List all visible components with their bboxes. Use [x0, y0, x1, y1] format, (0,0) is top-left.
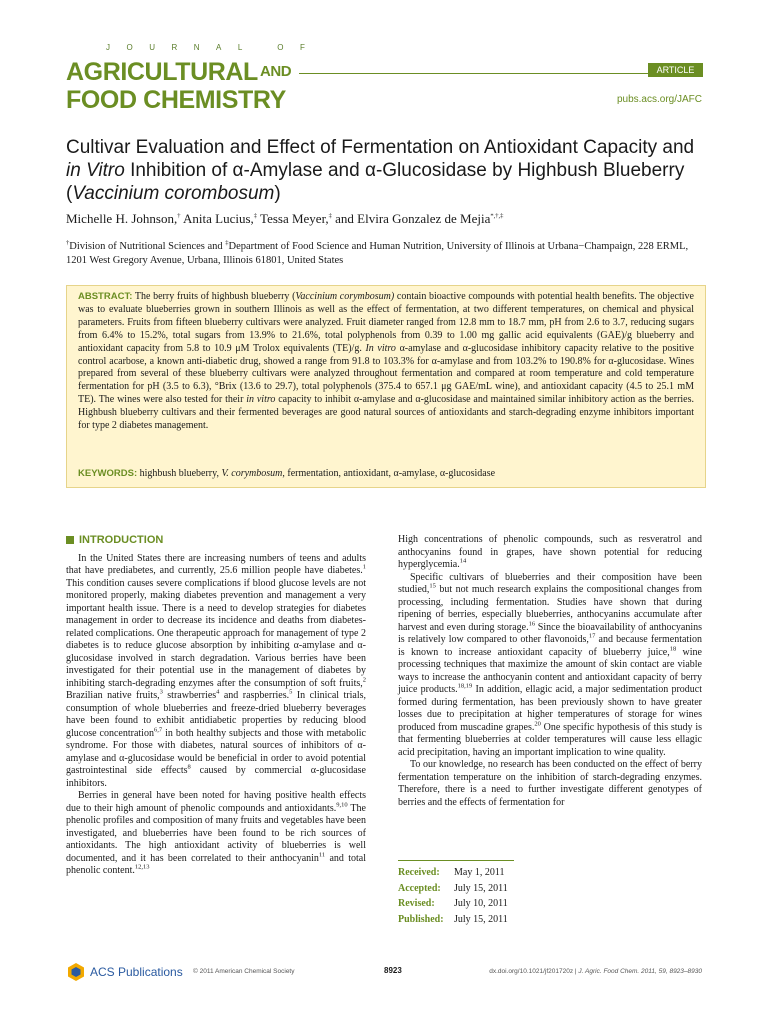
date-label: Revised: [398, 898, 435, 909]
text-seg: Brazilian native fruits, [66, 690, 160, 701]
text-seg: and raspberries. [219, 690, 290, 701]
citation-ref[interactable]: 11 [318, 851, 326, 859]
title-italic: Vaccinium corombosum [72, 183, 275, 204]
journal-top-word: JOURNAL OF [106, 43, 322, 52]
text-seg: and total phenolic content. [66, 852, 366, 876]
introduction-heading-text: INTRODUCTION [79, 534, 164, 546]
citation-ref[interactable]: 20 [534, 720, 541, 728]
paragraph [398, 572, 702, 760]
title-italic: in Vitro [66, 160, 125, 181]
affil-mark: ‡ [225, 239, 229, 247]
author-name[interactable]: Tessa Meyer, [257, 211, 329, 226]
dates-rule [398, 860, 514, 861]
paragraph [398, 534, 702, 572]
citation-ref[interactable]: 8 [187, 763, 191, 771]
citation-ref[interactable]: 3 [159, 688, 163, 696]
citation-ref[interactable]: 2 [362, 676, 366, 684]
date-row [398, 865, 508, 881]
abstract-italic: in vitro [246, 394, 276, 406]
keywords-heading: KEYWORDS: [78, 468, 138, 479]
citation-ref[interactable]: 16 [528, 620, 536, 628]
date-label: Received: [398, 867, 440, 878]
date-value: July 15, 2011 [454, 913, 508, 925]
affil-mark: † [66, 239, 70, 247]
author-name[interactable]: and Elvira Gonzalez de Mejia [331, 211, 491, 226]
text-seg: This condition causes severe complications if blood glucose levels are not monitored properly, making diabetes prevention and management a very important health issue. There is a need to develop strategies for diabetes management in order to decrease its incidence and deaths from diabetes-related complications. One therapeutic approach for management of type 2 diabetes is to reduce glucose absorption by inhibiting α-amylase and α-glucosidase involved in starch degradation. Various berries have been investigated for their potential use in the management of diabetes by inhibiting starch-degrading enzymes after the consumption of soft fruits, [66, 577, 366, 689]
date-label: Published: [398, 913, 444, 925]
author-name[interactable]: Anita Lucius, [180, 211, 254, 226]
citation-ref[interactable]: 17 [588, 632, 596, 640]
doi-link[interactable]: dx.doi.org/10.1021/jf201720z [489, 968, 574, 975]
journal-and: AND [259, 63, 292, 80]
journal-name-line1 [66, 58, 291, 86]
body-column-left [66, 534, 366, 878]
introduction-heading [66, 534, 366, 547]
publication-dates [398, 865, 508, 927]
text-seg: in both healthy subjects and those with metabolic syndrome. For those with diabetes, natural sources of inhibitors of α-amylase and α-glucosidase would be beneficial in order to avoid potential gastrointestinal side effects [66, 727, 366, 776]
author-list [66, 210, 706, 227]
affil-text: Department of Food Science and Human Nutrition, University of Illinois at Urbana−Champaign, 228 ERML, 1201 West Gregory Avenue, Urbana, Illinois 61801, United States [66, 241, 689, 266]
journal-line1-text: AGRICULTURAL [66, 58, 258, 86]
citation-ref[interactable]: 4 [216, 688, 220, 696]
text-seg: Specific cultivars of blueberries and their composition have been studied, [398, 571, 702, 595]
citation-ref[interactable]: 9,10 [336, 801, 348, 809]
author-mark: † [177, 212, 181, 220]
abstract-seg: The berry fruits of highbush blueberry ( [132, 291, 296, 302]
date-row [398, 912, 508, 928]
affiliation [66, 240, 706, 268]
citation-ref[interactable]: 15 [429, 582, 436, 590]
citation-ref[interactable]: 12,13 [134, 863, 150, 871]
text-seg: One specific hypothesis of this study is that fermenting blueberries at colder temperatures will cause less ellagic acid precipitation, having an important implication to wine quality. [398, 721, 702, 758]
title-part: Inhibition of α-Amylase and α-Glucosidase by Highbush Blueberry ( [66, 160, 685, 204]
date-row [398, 896, 508, 912]
journal-citation: J. Agric. Food Chem. 2011, 59, 8923–8930 [578, 968, 702, 975]
acs-logo [66, 962, 183, 982]
keywords-seg: highbush blueberry, [137, 468, 222, 479]
citation-ref[interactable]: 1 [362, 563, 366, 571]
date-value: July 10, 2011 [454, 898, 508, 909]
abstract-seg: contain bioactive compounds with potential health benefits. The objective was to evaluate blueberries grown in southern Illinois as well as the effect of fermentation, at two different temperatures, on chemical and physical parameters. Fruits from fifteen blueberry cultivars were analyzed. Fruit diameter ranged from 12.8 mm to 18.7 mm, pH from 2.6 to 3.7, reducing sugars from 6.4% to 15.2%, total sugars from 13.9% to 21.6%, total polyphenols from 0.39 to 1.00 mg gallic acid equivalents (GAE)/g blueberry and antioxidant capacity from 5.8 to 10.9 μM Trolox equivalents (TE)/g. [78, 291, 694, 354]
citation-ref[interactable]: 18,19 [457, 682, 473, 690]
author-name[interactable]: Michelle H. Johnson, [66, 211, 178, 226]
text-seg: but not much research explains the compositional changes from processing, including fermentation. Studies have shown that during ripening of berries, especially blueberries, anthocyanins accumulate after harvest and even during storage. [398, 584, 702, 633]
abstract-seg: capacity to inhibit α-amylase and α-glucosidase and maintained similar inhibitory action as the berries. Highbush blueberry cultivars and their fermented beverages are good natural sources of antioxidants and starch-degrading enzyme inhibitors important for type 2 diabetes management. [78, 394, 695, 432]
paragraph: To our knowledge, no research has been conducted on the effect of berry fermentation temperature on the inhibition of starch-degrading enzymes. Therefore, there is a need to further investigate different genotypes of berries and the effects of fermentation for [398, 759, 702, 808]
keywords [78, 467, 694, 480]
text-seg: In addition, ellagic acid, a major sedimentation product formed during fermentation, has been previously shown to have greater losses due to precipitation at higher temperatures of storage for wines produced from muscadine grapes. [398, 684, 702, 733]
date-value: May 1, 2011 [454, 867, 505, 878]
abstract-heading: ABSTRACT: [78, 291, 133, 302]
acs-publications-label: ACS Publications [90, 965, 183, 979]
body-column-right [398, 534, 702, 809]
page-number: 8923 [384, 966, 402, 975]
text-seg: wine processing techniques that maximize the amount of skin contact are viable ways to increase the anthocyanin content and antioxidant capacity of berry juice products. [398, 646, 702, 695]
abstract-text [78, 291, 694, 433]
citation-ref[interactable]: 6,7 [153, 726, 163, 734]
text-seg: In clinical trials, consumption of whole blueberries and freeze-dried blueberry beverages have been found to exhibit antidiabetic properties by reducing blood glucose concentration [66, 690, 366, 739]
citation-ref[interactable]: 18 [669, 645, 677, 653]
author-mark: ‡ [328, 212, 332, 220]
acs-hexagon-icon [66, 962, 86, 982]
date-row [398, 881, 508, 897]
copyright: © 2011 American Chemical Society [193, 968, 295, 975]
citation-ref[interactable]: 14 [459, 557, 467, 565]
text-seg: The phenolic profiles and composition of many fruits and vegetables have been investigated, and blueberries have been found to be rich sources of antioxidants. The high antioxidant activity of blueberries is well documented, and it has been correlated to their anthocyanin [66, 802, 366, 864]
text-seg: and because fermentation is known to increase antioxidant capacity of blueberry juice, [398, 634, 702, 658]
title-part: Cultivar Evaluation and Effect of Fermentation on Antioxidant Capacity and [66, 137, 695, 158]
date-value: July 15, 2011 [454, 882, 508, 894]
article-badge: ARTICLE [648, 63, 703, 77]
citation-ref[interactable]: 5 [289, 688, 293, 696]
author-mark: *,†,‡ [490, 212, 504, 220]
date-label: Accepted: [398, 882, 441, 894]
paragraph [66, 553, 366, 791]
section-square-icon [66, 536, 74, 544]
paragraph [66, 790, 366, 878]
header-rule [299, 73, 703, 74]
text-seg: caused by commercial α-glucosidase inhibitors. [66, 765, 366, 789]
article-title [66, 136, 706, 205]
abstract-italic: Vaccinium corymbosum) [295, 291, 395, 302]
text-seg: strawberries [162, 690, 217, 701]
keywords-italic: V. corymbosum [221, 468, 283, 479]
text-seg: Since the bioavailability of anthocyanins is relatively low compared to other flavonoids, [398, 621, 702, 645]
journal-name-line2: FOOD CHEMISTRY [66, 86, 286, 114]
abstract-italic: In vitro [365, 342, 396, 354]
text-seg: High concentrations of phenolic compounds, such as resveratrol and anthocyanins found in grapes, have shown potential for reducing hyperglycemia. [398, 534, 702, 570]
affil-text: Division of Nutritional Sciences and [69, 241, 226, 252]
journal-url-link[interactable]: pubs.acs.org/JAFC [616, 94, 702, 105]
footer-citation: dx.doi.org/10.1021/jf201720z | J. Agric. Food Chem. 2011, 59, 8923–8930 [489, 968, 702, 975]
keywords-seg: , fermentation, antioxidant, α-amylase, α-glucosidase [282, 468, 496, 479]
author-mark: ‡ [253, 212, 258, 220]
text-seg: In the United States there are increasing numbers of teens and adults that have prediabetes, and currently, 25.6 million people have diabetes. [66, 552, 366, 576]
text-seg: Berries in general have been noted for having positive health effects due to their high amount of phenolic compounds and antioxidants. [66, 790, 366, 814]
title-part: ) [274, 183, 281, 204]
abstract-seg: α-amylase and α-glucosidase inhibitory capacity relative to the positive control acarbose, a known anti-diabetic drug, showed a range from 91.8 to 103.3% for α-amylase and from 103.2% to 190.8% for α-glucosidase. Wines prepared from several of these blueberry cultivars were analyzed throughout fermentation and compared at room temperature and cold temperature fermentation for pH (3.5 to 6.3), °Brix (13.6 to 29.7), total polyphenols (375.4 to 657.1 μg GAE/mL wine), and antioxidant capacity (4.5 to 25.1 mM TE). The wines were also tested for their [78, 342, 694, 406]
